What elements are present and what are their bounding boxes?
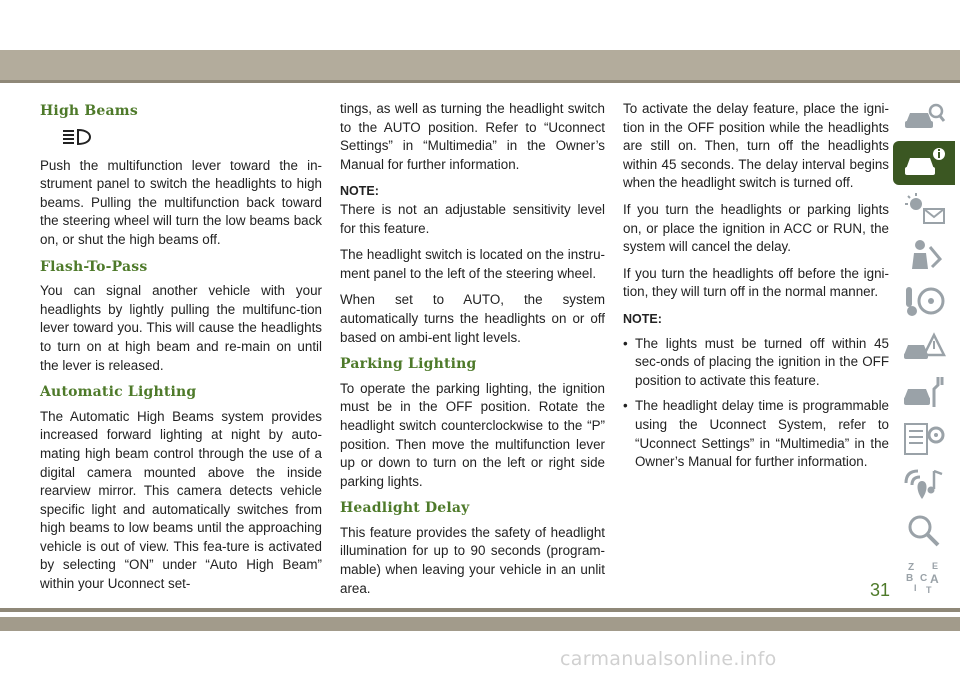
note-label: NOTE:	[623, 311, 662, 326]
column-1	[40, 100, 322, 602]
tab-instrument-panel[interactable]	[893, 187, 955, 231]
car-wrench-icon	[902, 375, 946, 411]
note-text: There is not an adjustable sensitivity level for this feature.	[340, 201, 605, 236]
heading-automatic-lighting: Automatic Lighting	[40, 384, 197, 401]
header-band	[0, 50, 960, 80]
list-item	[623, 397, 889, 471]
index-letter: C	[920, 573, 928, 584]
watermark: carmanualsonline.info	[560, 648, 777, 670]
car-crash-warning-icon	[902, 329, 946, 365]
index-letter: T	[926, 585, 932, 595]
column-3	[623, 100, 889, 479]
footer-rule	[0, 608, 960, 612]
tab-index[interactable]	[893, 555, 955, 599]
list-item	[623, 335, 889, 391]
heading-flash-to-pass: Flash-To-Pass	[40, 258, 148, 275]
auto-setting-paragraph: When set to AUTO, the system automatically turns the headlights on or off based on ambi-ent light levels.	[340, 292, 605, 345]
heading-headlight-delay: Headlight Delay	[340, 500, 470, 517]
heading-parking-lighting: Parking Lighting	[340, 356, 477, 373]
steering-wheel-icon	[902, 283, 946, 319]
warning-lights-icon	[902, 191, 946, 227]
cancel-delay-paragraph: If you turn the headlights or parking lights on, or place the ignition in ACC or RUN, the system will cancel the delay.	[623, 201, 889, 255]
tab-customer-assistance[interactable]	[893, 509, 955, 553]
automatic-lighting-paragraph: The Automatic High Beams system provides increased forward lighting at night by auto-mating high beam control through the use of a digital camera mounted above the inside rearview mirror. This camera detects vehicle specific light and automatically switches from high beams to low beams until the approaching vehicle is out of view. This fea-ture is activated by selecting “ON” under “Auto High Beam” within your Uconnect set-	[40, 408, 322, 592]
tab-servicing-and-maintenance[interactable]	[893, 371, 955, 415]
index-letter: E	[932, 561, 939, 571]
list-item-text: The headlight delay time is programmable using the Uconnect System, refer to “Uconnect Settings” in “Multimedia” in the Owner’s Manual for further information.	[635, 398, 889, 470]
bullet: •	[623, 398, 628, 414]
note-list	[623, 335, 889, 472]
footer-band	[0, 617, 960, 631]
top-margin	[0, 0, 960, 50]
list-item-text: The lights must be turned off within 45 sec-onds of placing the ignition in the OFF position to activate this feature.	[635, 335, 889, 388]
index-letter: B	[906, 573, 914, 584]
tab-safety[interactable]	[893, 233, 955, 277]
switch-location-paragraph: The headlight switch is located on the instru-ment panel to the left of the steering wheel.	[340, 247, 605, 281]
note-label: NOTE:	[340, 184, 379, 199]
alphabet-index-icon	[902, 559, 946, 595]
high-beam-icon	[60, 127, 92, 147]
headlight-delay-paragraph: This feature provides the safety of headlight illumination for up to 90 seconds (program-mable) when leaving your vehicle in an unlit area.	[340, 524, 605, 596]
column-2	[340, 100, 605, 606]
bullet: •	[623, 335, 628, 351]
page-number: 31	[870, 580, 891, 600]
normal-off-paragraph: If you turn the headlights off before the igni-tion, they will turn off in the normal manner.	[623, 265, 889, 300]
chapter-tabs	[893, 95, 955, 601]
tab-getting-to-know-your-vehicle[interactable]	[893, 141, 955, 185]
tab-multimedia[interactable]	[893, 463, 955, 507]
index-letter: I	[914, 583, 917, 593]
auto-continuation-paragraph: tings, as well as turning the headlight switch to the AUTO position. Refer to “Uconnect Settings” in “Multimedia” in the Owner’s Manual for further information.	[340, 101, 605, 172]
activate-delay-paragraph: To activate the delay feature, place the igni-tion in the OFF position while the headlights are still on. Then, turn off the headlights within 45 seconds. The delay interval begins when the headlight switch is turned off.	[623, 101, 889, 191]
media-pin-icon	[902, 467, 946, 503]
index-letter: Z	[908, 562, 915, 573]
heading-high-beams: High Beams	[40, 103, 138, 119]
tab-introduction[interactable]	[893, 95, 955, 139]
high-beams-paragraph: Push the multifunction lever toward the in-strument panel to switch the headlights to high beams. Pulling the multifunction back toward the steering wheel will turn the low beams back on, or shut the high beams off.	[40, 157, 322, 247]
parking-lighting-paragraph: To operate the parking lighting, the ignition must be in the OFF position. Rotate the headlight switch counterclockwise to the “P” position. Then move the multifunction lever up or down to turn on the left or right side parking lights.	[340, 380, 605, 489]
airbag-person-icon	[902, 237, 946, 273]
tab-starting-and-operating[interactable]	[893, 279, 955, 323]
car-info-icon	[902, 145, 946, 181]
car-magnifier-icon	[902, 99, 946, 135]
tab-technical-specifications[interactable]	[893, 417, 955, 461]
flash-to-pass-paragraph: You can signal another vehicle with your headlights by lightly pulling the multifunc-tion lever toward you. This will cause the headlights to turn on at high beam and re-main on until the lever is released.	[40, 283, 322, 373]
tab-in-case-of-emergency[interactable]	[893, 325, 955, 369]
header-rule	[0, 80, 960, 83]
search-icon	[902, 513, 946, 549]
checklist-gear-icon	[902, 421, 946, 457]
index-letter: A	[930, 572, 939, 586]
